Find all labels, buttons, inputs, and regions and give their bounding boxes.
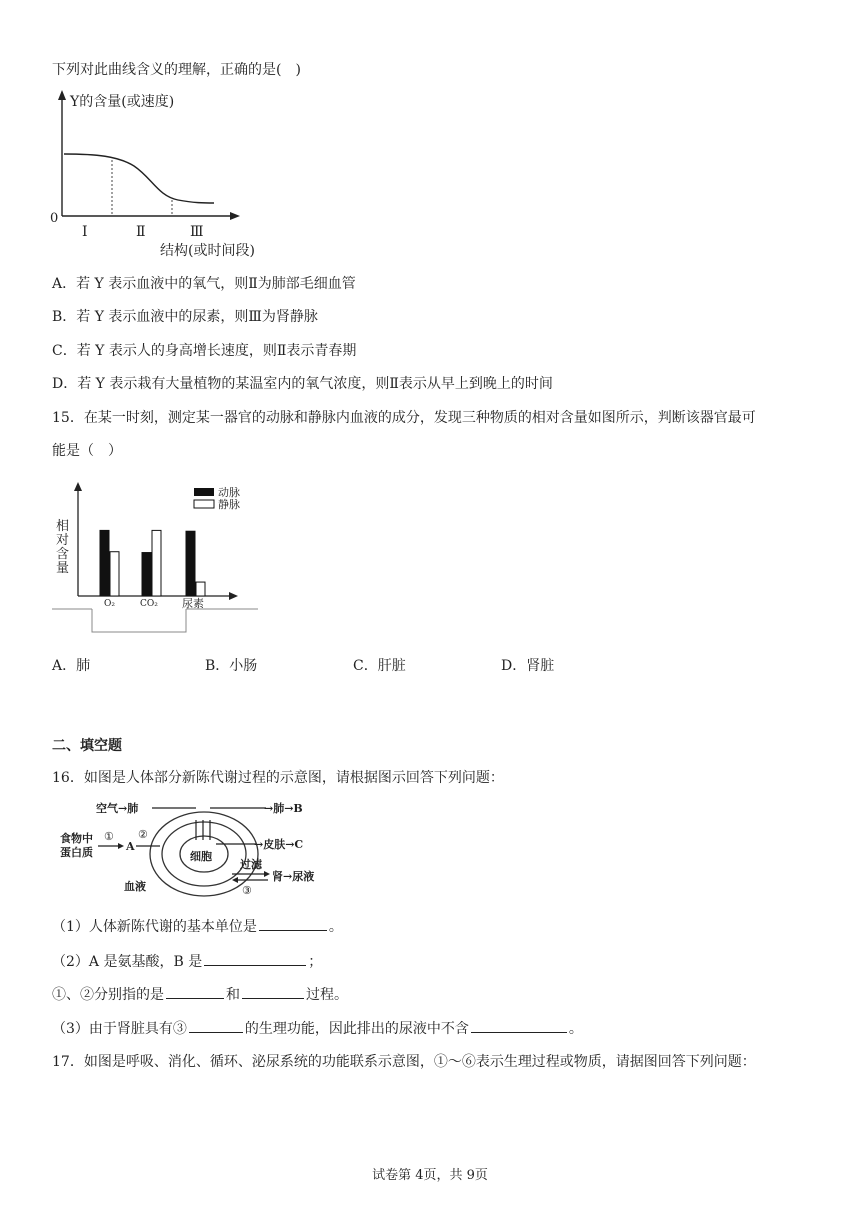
y-label-char-2: 对 (56, 533, 70, 548)
q16-sub1 (52, 916, 343, 937)
category-urea-label: 尿素 (182, 597, 204, 610)
origin-label: 0 (50, 211, 59, 226)
q16-sub2c-and: 和 (226, 987, 240, 1003)
y-label-char-4: 量 (56, 561, 70, 576)
q16-metabolism-diagram (56, 798, 346, 902)
step-2-label: ② (138, 828, 148, 841)
step-1-label: ① (104, 830, 114, 843)
bracket-line (92, 609, 186, 632)
q15-option-c: C．肝脏 (353, 658, 406, 674)
legend-vein-swatch (194, 500, 214, 508)
q17-stem: 17．如图是呼吸、消化、循环、泌尿系统的功能联系示意图，①～⑥表示生理过程或物质，请据图回答下列问题： (52, 1054, 756, 1070)
protein-label: 蛋白质 (60, 846, 93, 859)
q16-sub2c-end: 过程。 (306, 987, 348, 1003)
q16-sub1-text: （1）人体新陈代谢的基本单位是 (52, 919, 257, 935)
bar-co2-vein (152, 530, 161, 596)
q15-bar-chart (50, 478, 260, 634)
answer-blank-3[interactable] (166, 984, 224, 999)
q16-sub3-text: （3）由于肾脏具有③ (52, 1021, 187, 1037)
to-kidney-head (264, 871, 270, 877)
bar-o2-vein (110, 552, 119, 596)
category-co2-label: CO₂ (140, 599, 158, 609)
y-label-char-3: 含 (56, 547, 70, 562)
answer-blank-2[interactable] (204, 951, 306, 966)
q16-sub2-end: ； (308, 954, 323, 970)
answer-blank-5[interactable] (189, 1018, 243, 1033)
q14-option-a: A．若 Y 表示血液中的氧气，则Ⅱ为肺部毛细血管 (52, 276, 356, 292)
chart-x-axis-arrow (229, 592, 238, 600)
skin-c-label: →皮肤→C (254, 838, 304, 851)
q14-stem: 下列对此曲线含义的理解，正确的是( ) (52, 62, 301, 78)
q14-option-c: C．若 Y 表示人的身高增长速度，则Ⅱ表示青春期 (52, 343, 357, 359)
segment-2-label: Ⅱ (136, 224, 146, 240)
q15-stem-line2: 能是（ ） (52, 443, 122, 459)
q16-sub3 (52, 1018, 583, 1039)
legend-vein-label: 静脉 (218, 498, 240, 511)
y-label-char-1: 相 (56, 519, 70, 534)
x-axis-label: 结构(或时间段) (160, 243, 255, 259)
q15-option-d: D．肾脏 (501, 658, 555, 674)
answer-blank-6[interactable] (471, 1018, 567, 1033)
q15-stem-line1: 15．在某一时刻，测定某一器官的动脉和静脉内血液的成分，发现三种物质的相对含量如图所示，判断该器官最可 (52, 410, 756, 426)
lung-b-label: →肺→B (264, 802, 303, 815)
x-axis-arrow (230, 212, 240, 220)
q16-stem: 16．如图是人体部分新陈代谢过程的示意图，请根据图示回答下列问题： (52, 770, 504, 786)
y-axis-label: Y的含量(或速度) (70, 94, 175, 110)
answer-blank-4[interactable] (242, 984, 304, 999)
q16-sub2c (52, 984, 348, 1005)
food-to-a-head (118, 843, 124, 849)
chart-y-axis-arrow (74, 482, 82, 491)
cell-label: 细胞 (190, 850, 212, 863)
bar-urea-vein (196, 582, 205, 596)
q14-option-b: B．若 Y 表示血液中的尿素，则Ⅲ为肾静脉 (52, 309, 318, 325)
air-lung-label: 空气→肺 (96, 802, 139, 815)
step-3-label: ③ (242, 884, 252, 897)
q15-option-a: A．肺 (52, 658, 91, 674)
bar-o2-artery (100, 530, 109, 596)
category-o2-label: O₂ (104, 599, 115, 609)
kidney-urine-label: 肾→尿液 (272, 870, 315, 883)
q16-sub1-end: 。 (328, 919, 343, 935)
page-footer: 试卷第 4页，共 9页 (372, 1168, 488, 1183)
q16-sub3-end: 。 (568, 1021, 583, 1037)
bar-co2-artery (142, 553, 151, 596)
bar-urea-artery (186, 531, 195, 596)
y-axis-arrow (58, 90, 66, 100)
segment-3-label: Ⅲ (190, 224, 204, 240)
q16-sub2 (52, 951, 322, 972)
legend-artery-label: 动脉 (218, 486, 240, 499)
q14-option-d: D．若 Y 表示栽有大量植物的某温室内的氧气浓度，则Ⅱ表示从早上到晚上的时间 (52, 376, 553, 392)
section-title: 二、填空题 (52, 738, 122, 754)
legend-artery-swatch (194, 488, 214, 496)
curve (64, 154, 214, 203)
answer-blank-1[interactable] (259, 916, 327, 931)
q16-sub2-text: （2）A 是氨基酸，B 是 (52, 954, 203, 970)
a-label: A (126, 840, 135, 853)
q15-option-b: B．小肠 (205, 658, 258, 674)
food-label: 食物中 (60, 832, 93, 845)
blood-label: 血液 (124, 880, 146, 893)
q16-sub3-mid: 的生理功能，因此排出的尿液中不含 (244, 1021, 469, 1037)
q14-curve-graph (48, 88, 288, 260)
q16-sub2c-text: ①、②分别指的是 (52, 987, 164, 1003)
filter-label: 过滤 (240, 858, 262, 871)
segment-1-label: Ⅰ (82, 224, 88, 240)
